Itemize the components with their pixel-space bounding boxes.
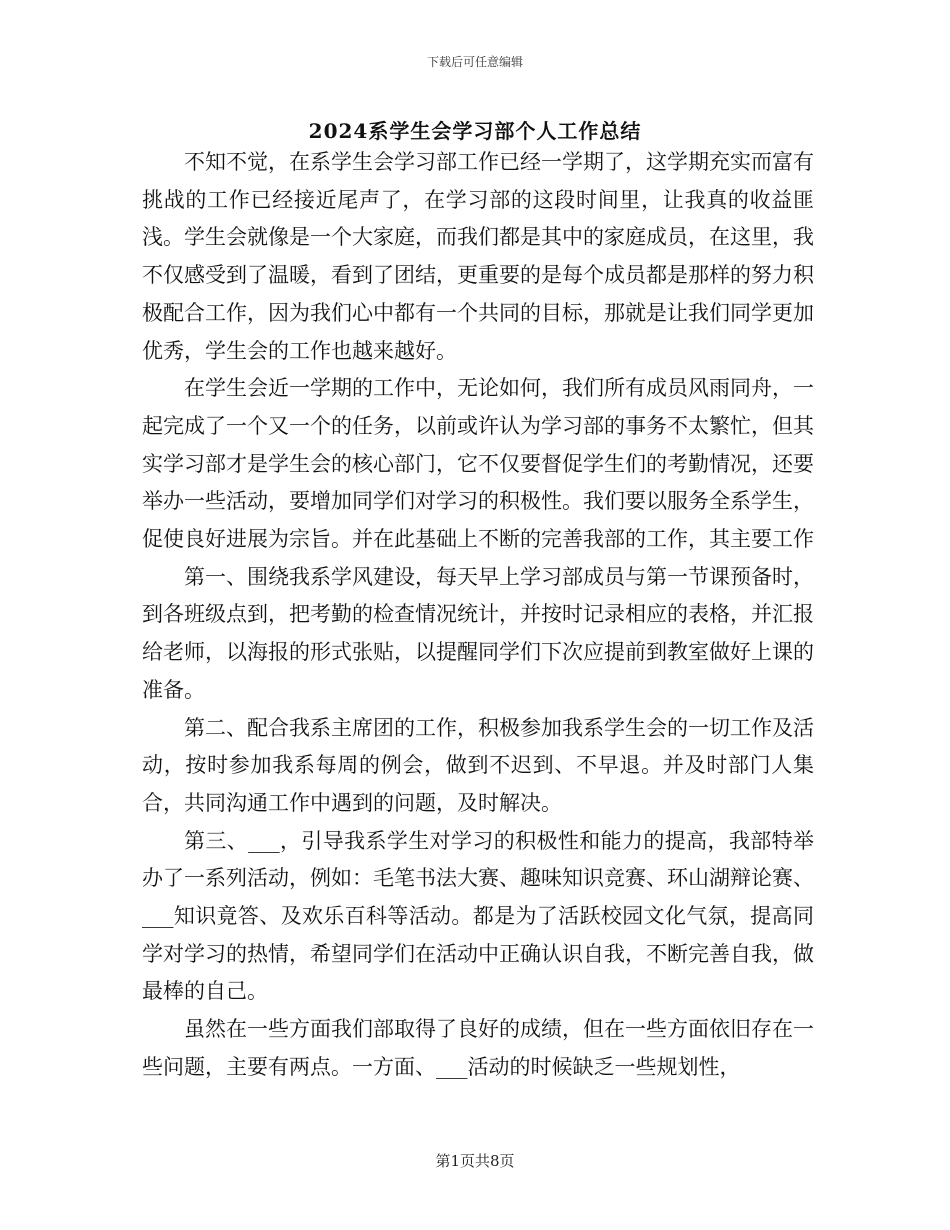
paragraph: 不知不觉，在系学生会学习部工作已经一学期了，这学期充实而富有挑战的工作已经接近尾声了，在学习部的这段时间里，让我真的收益匪浅。学生会就像是一个大家庭，而我们都是其中的家庭成员，在这里，我不仅感受到了温暖，看到了团结，更重要的是每个成员都是那样的努力积极配合工作，因为我们心中都有一个共同的目标，那就是让我们同学更加优秀，学生会的工作也越来越好。 bbox=[142, 150, 814, 363]
page-number: 第1页共8页 bbox=[435, 1152, 515, 1170]
paragraph: 虽然在一些方面我们部取得了良好的成绩，但在一些方面依旧存在一些问题，主要有两点。一方面、___活动的时候缺乏一些规划性， bbox=[142, 1017, 814, 1079]
paragraph: 第三、___，引导我系学生对学习的积极性和能力的提高，我部特举办了一系列活动，例如：毛笔书法大赛、趣味知识竞赛、环山湖辩论赛、___知识竟答、及欢乐百科等活动。都是为了活跃校园文化气氛，提高同学对学习的热情，希望同学们在活动中正确认识自我，不断完善自我，做最棒的自己。 bbox=[142, 828, 814, 1004]
header-note: 下载后可任意编辑 bbox=[426, 55, 523, 69]
paragraph: 第一、围绕我系学风建设，每天早上学习部成员与第一节课预备时，到各班级点到，把考勤的检查情况统计，并按时记录相应的表格，并汇报给老师，以海报的形式张贴，以提醒同学们下次应提前到教室做好上课的准备。 bbox=[142, 564, 814, 702]
paragraph: 在学生会近一学期的工作中，无论如何，我们所有成员风雨同舟，一起完成了一个又一个的任务，以前或许认为学习部的事务不太繁忙，但其实学习部才是学生会的核心部门，它不仅要督促学生们的考勤情况，还要举办一些活动，要增加同学们对学习的积极性。我们要以服务全系学生，促使良好进展为宗旨。并在此基础上不断的完善我部的工作，其主要工作 bbox=[142, 376, 814, 552]
document-title: 2024系学生会学习部个人工作总结 bbox=[308, 119, 642, 143]
document-body bbox=[142, 144, 814, 1087]
paragraph: 第二、配合我系主席团的工作，积极参加我系学生会的一切工作及活动，按时参加我系每周的例会，做到不迟到、不早退。并及时部门人集合，共同沟通工作中遇到的问题，及时解决。 bbox=[142, 715, 814, 815]
